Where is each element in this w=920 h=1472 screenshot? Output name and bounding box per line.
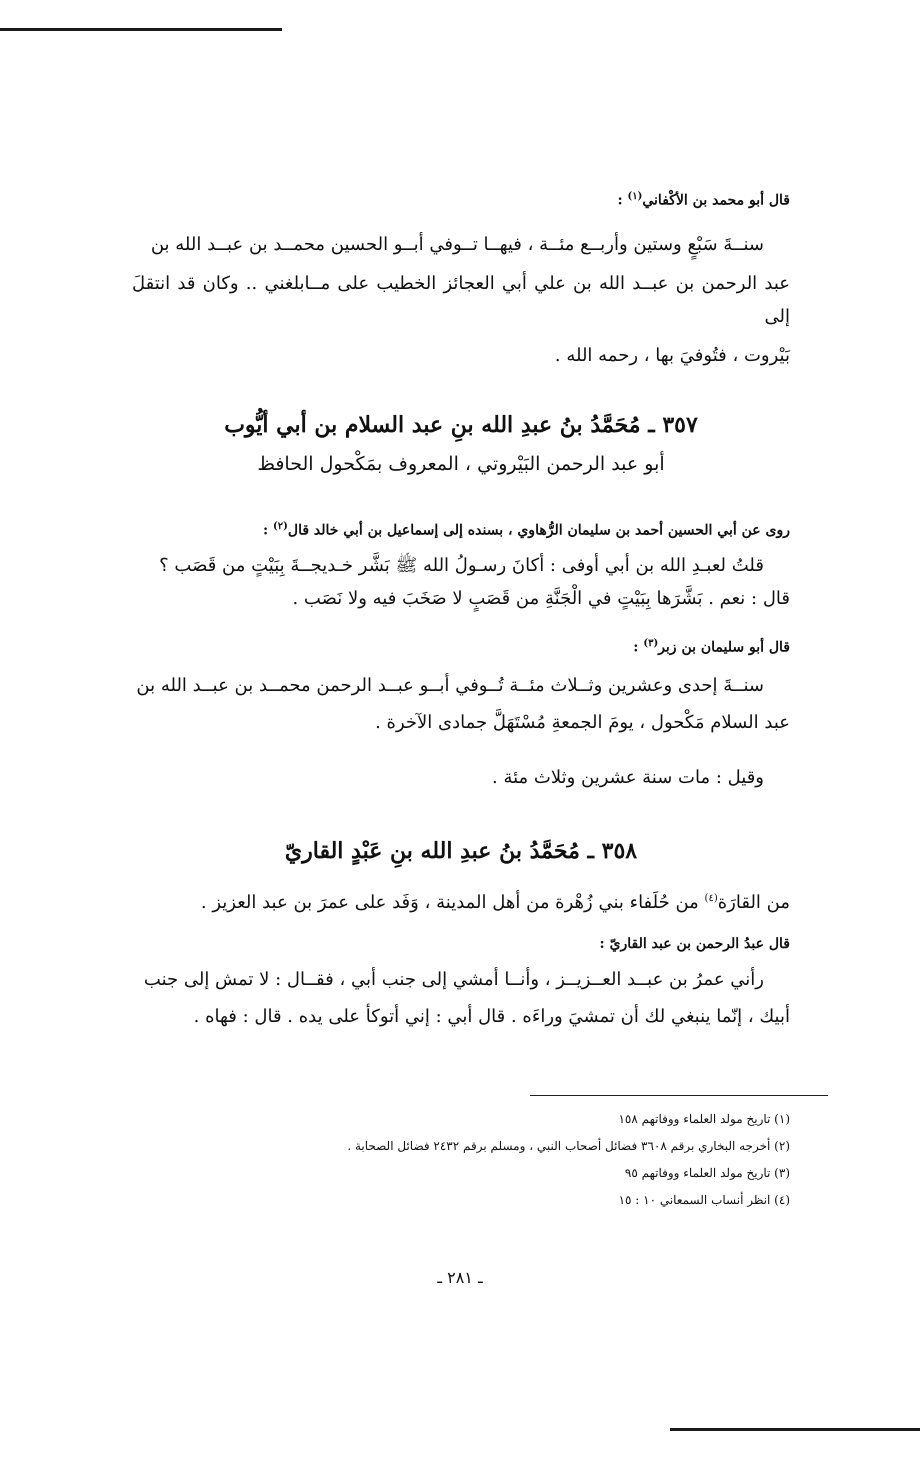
- entry-357-subtitle: أبو عبد الرحمن البَيْروتي ، المعروف بمَكْحول الحافظ: [257, 452, 665, 475]
- intro-akfani-colon: :: [617, 192, 628, 209]
- paragraph-line: بَيْروت ، فتُوفيَ بها ، رحمه الله .: [554, 344, 790, 366]
- intro-akfani: [132, 184, 790, 214]
- paragraph-line: عبد السلام مَكْحول ، يومَ الجمعةِ مُسْتَهَلَّ جمادى الآخرة .: [375, 711, 790, 733]
- paragraph-line: سنــةَ إحدى وعشرين وثــلاث مئــة تُــوفي أبــو عبــد الرحمن محمــد بن عبــد الله بن: [136, 674, 764, 696]
- intro-zabr-text: قال أبو سليمان بن زبر: [658, 639, 790, 656]
- intro-zabr-colon: :: [633, 639, 644, 656]
- intro-ruhawi-colon: :: [263, 522, 274, 539]
- intro-akfani-text: قال أبو محمد بن الأكْفاني: [642, 192, 790, 209]
- paragraph-death-321: [132, 669, 790, 739]
- paragraph-line: سنــةَ سَبْعٍ وستين وأربــع مئــة ، فيهــا تــوفي أبــو الحسين محمــد بن عبــد الله بن: [150, 233, 764, 255]
- intro-zabr: [132, 631, 790, 661]
- paragraph-line: رأني عمرُ بن عبــد العــزيــز ، وأنــا أمشي إلى جنب أبي ، فقــال : لا تمش إلى جنب: [143, 968, 764, 990]
- scan-edge-bottom: [670, 1428, 920, 1431]
- footnote-ref-4[interactable]: (٤): [704, 892, 718, 904]
- paragraph-line: أبيك ، إنّما ينبغي لك أن تمشيَ وراءَه . قال أبي : إني أتوكأ على يده . قال : فهاه .: [193, 1005, 790, 1027]
- footnotes: [230, 1106, 790, 1214]
- footnote-divider: [530, 1095, 828, 1096]
- footnote-ref-1[interactable]: (١): [627, 191, 643, 202]
- footnote-ref-2[interactable]: (٢): [273, 520, 288, 532]
- intro-ruhawi-text: روى عن أبي الحسين أحمد بن سليمان الرُّهاوي ، بسنده إلى إسماعيل بن أبي خالد قال: [287, 522, 790, 539]
- entry-357-title: ٣٥٧ ـ مُحَمَّدُ بنُ عبدِ الله بنِ عبد السلام بن أبي أيُّوب: [224, 411, 698, 438]
- paragraph-line: قال : نعم . بَشَّرَها بِبَيْتٍ في الْجَنَّةِ من قَصَبٍ لا صَخَبَ فيه ولا نَصَب .: [292, 588, 790, 610]
- paragraph-umar: [132, 963, 790, 1033]
- paragraph-qara-before: من القارَة: [717, 891, 790, 913]
- footnote-ref-3[interactable]: (٣): [643, 638, 659, 650]
- paragraph-line: عبد الرحمن بن عبــد الله بن علي أبي العجائز الخطيب على مــابلغني .. وكان قد انتقلَ إلى: [132, 272, 790, 327]
- paragraph-alt-death: وقيل : مات سنة عشرين وثلاث مئة .: [492, 766, 764, 788]
- footnote-3: (٣) تاريخ مولد العلماء ووفاتهم ٩٥: [624, 1166, 790, 1180]
- footnote-1: (١) تاريخ مولد العلماء ووفاتهم ١٥٨: [618, 1112, 790, 1126]
- intro-ruhawi: [132, 514, 790, 544]
- paragraph-hadith: [132, 549, 790, 615]
- paragraph-qara: [132, 882, 790, 919]
- paragraph-death-467: [132, 228, 790, 372]
- paragraph-qara-after: من حُلَفاء بني زُهْرة من أهل المدينة ، وَفَد على عمرَ بن عبد العزيز .: [200, 891, 705, 913]
- scan-edge-top: [0, 28, 282, 31]
- page-number: ـ ٢٨١ ـ: [437, 1268, 483, 1287]
- intro-abdulrahman: قال عبدُ الرحمن بن عبد القاريّ :: [599, 935, 790, 952]
- footnote-2: (٢) أخرجه البخاري برقم ٣٦٠٨ فضائل أصحاب النبي ، ومسلم برقم ٢٤٣٢ فضائل الصحابة .: [347, 1139, 790, 1153]
- page-body: [132, 180, 790, 1033]
- paragraph-line: قلتُ لعبـدِ الله بن أبي أوفى : أكانَ رسـولُ الله ﷺ بَشَّر خـديجــةَ بِبَيْتٍ من قَصَب ؟: [159, 555, 764, 577]
- entry-358-title: ٣٥٨ ـ مُحَمَّدُ بنُ عبدِ الله بنِ عَبْدٍ القاريّ: [284, 837, 638, 864]
- footnote-4: (٤) انظر أنساب السمعاني ١٠ : ١٥: [618, 1193, 790, 1207]
